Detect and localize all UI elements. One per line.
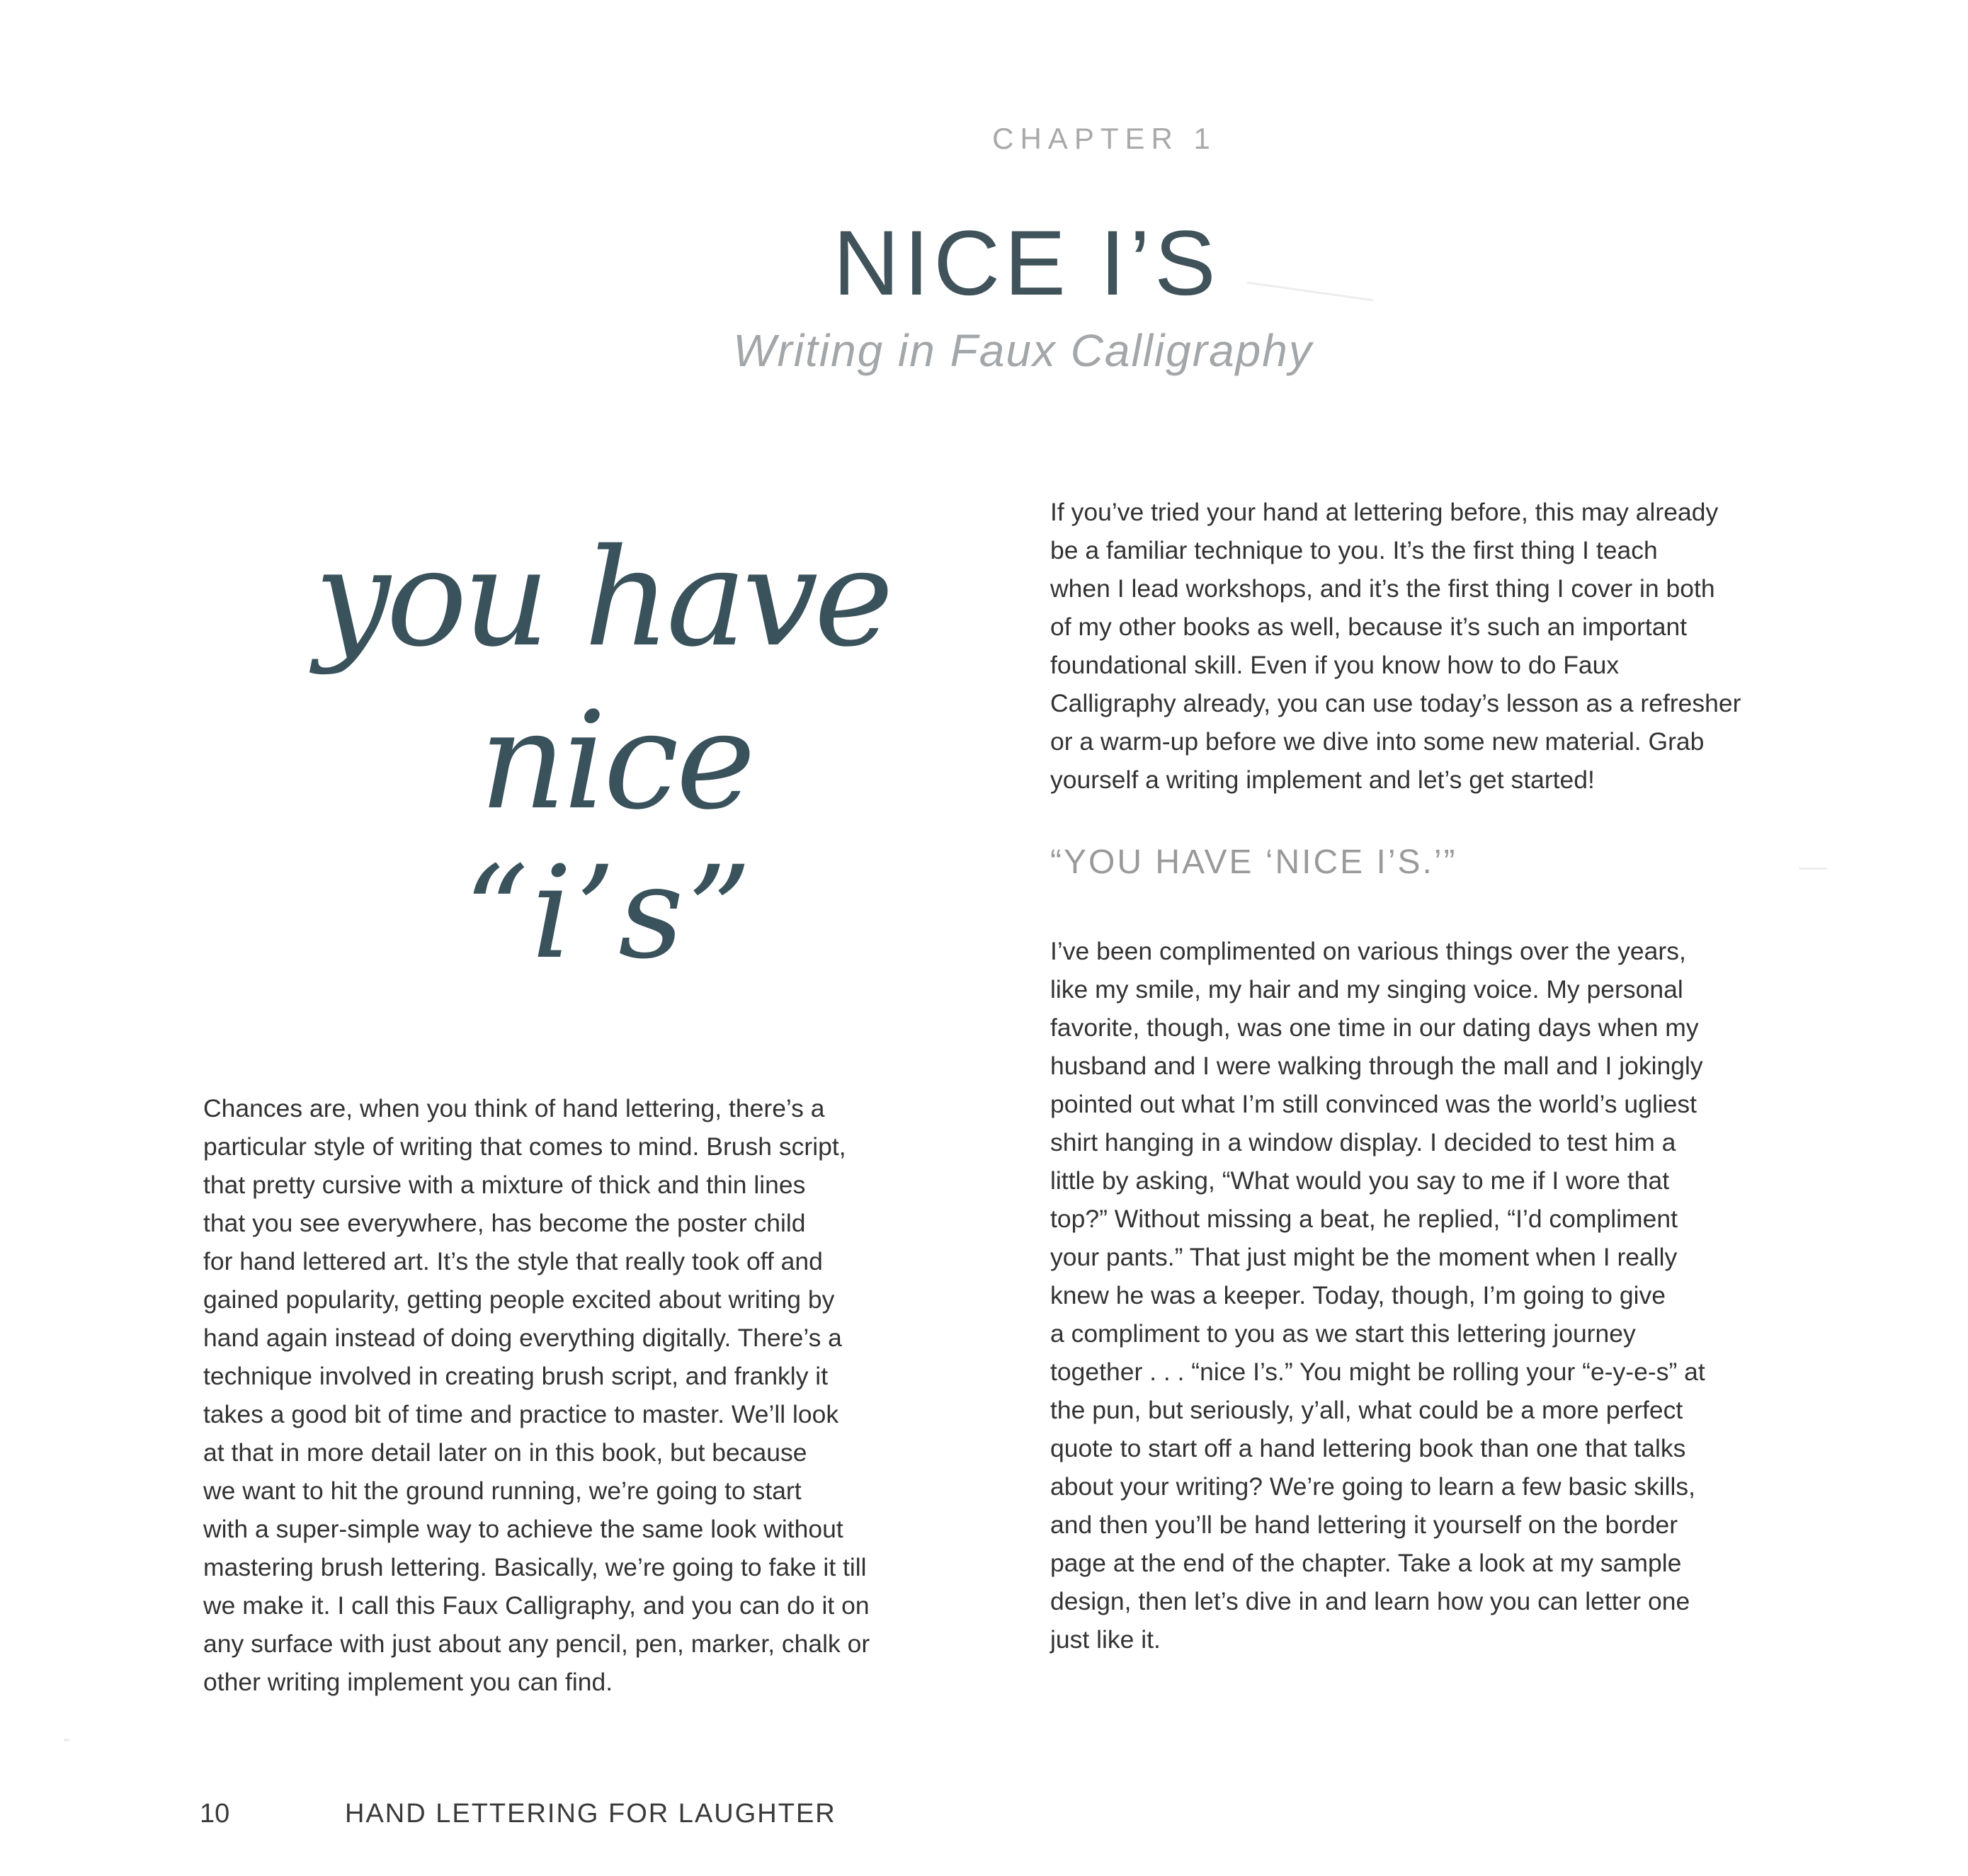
text-line: we want to hit the ground running, we’re going to start [203, 1477, 802, 1505]
text-line: like my smile, my hair and my singing voice. My personal [1050, 975, 1683, 1004]
right-column-section-body [1050, 932, 1865, 1659]
paragraph-intro [203, 1089, 1003, 1701]
text-line: little by asking, “What would you say to me if I wore that [1050, 1166, 1670, 1195]
text-line: with a super-simple way to achieve the same look without [203, 1515, 843, 1543]
text-line: any surface with just about any pencil, pen, marker, chalk or [203, 1630, 870, 1658]
left-column-paragraph [203, 1089, 1003, 1701]
text-line: at that in more detail later on in this book, but because [203, 1438, 807, 1467]
paragraph-intro-right [1050, 493, 1865, 799]
text-line: takes a good bit of time and practice to master. We’ll look [203, 1400, 839, 1428]
text-line: shirt hanging in a window display. I decided to test him a [1050, 1128, 1676, 1156]
text-line: together . . . “nice I’s.” You might be rolling your “e-y-e-s” at [1050, 1358, 1705, 1386]
text-line: mastering brush lettering. Basically, we’re going to fake it till [203, 1553, 867, 1581]
text-line: that pretty cursive with a mixture of thick and thin lines [203, 1171, 806, 1199]
running-footer-title: HAND LETTERING FOR LAUGHTER [345, 1799, 836, 1829]
text-line: just like it. [1050, 1625, 1161, 1654]
text-line: or a warm-up before we dive into some new material. Grab [1050, 727, 1705, 756]
text-line: that you see everywhere, has become the poster child [203, 1209, 806, 1237]
text-line: quote to start off a hand lettering book than one that talks [1050, 1434, 1686, 1462]
chapter-label: CHAPTER 1 [992, 122, 1217, 155]
text-line: other writing implement you can find. [203, 1668, 613, 1696]
text-line: page at the end of the chapter. Take a look at my sample [1050, 1549, 1682, 1577]
text-line: pointed out what I’m still convinced was the world’s ugliest [1050, 1090, 1697, 1118]
text-line: be a familiar technique to you. It’s the first thing I teach [1050, 536, 1658, 564]
text-line: the pun, but seriously, y’all, what could be a more perfect [1050, 1396, 1683, 1424]
chapter-title: NICE I’S [833, 211, 1220, 314]
text-line: If you’ve tried your hand at lettering before, this may already [1050, 498, 1719, 526]
text-line: about your writing? We’re going to learn a few basic skills, [1050, 1472, 1695, 1501]
text-line: Calligraphy already, you can use today’s lesson as a refresher [1050, 689, 1741, 717]
text-line: we make it. I call this Faux Calligraphy, and you can do it on [203, 1591, 870, 1620]
chapter-subtitle: Writing in Faux Calligraphy [733, 325, 1313, 376]
text-line: your pants.” That just might be the moment when I really [1050, 1243, 1678, 1271]
text-line: yourself a writing implement and let’s get started! [1050, 766, 1595, 794]
artwork-line-1: you have [314, 520, 889, 676]
text-line: a compliment to you as we start this lettering journey [1050, 1319, 1636, 1348]
text-line: gained popularity, getting people excited about writing by [203, 1285, 835, 1314]
text-line: knew he was a keeper. Today, though, I’m going to give [1050, 1281, 1666, 1309]
text-line: technique involved in creating brush script, and frankly it [203, 1362, 829, 1390]
section-heading: “YOU HAVE ‘NICE I’S.’” [1050, 843, 1457, 881]
page-number: 10 [200, 1799, 230, 1829]
text-line: design, then let’s dive in and learn how you can letter one [1050, 1587, 1690, 1615]
text-line: top?” Without missing a beat, he replied, “I’d compliment [1050, 1205, 1678, 1233]
text-line: Chances are, when you think of hand lettering, there’s a [203, 1094, 825, 1122]
text-line: of my other books as well, because it’s such an important [1050, 613, 1688, 641]
right-column-intro [1050, 493, 1865, 799]
text-line: particular style of writing that comes to mind. Brush script, [203, 1132, 846, 1161]
artwork-line-2: nice [479, 683, 753, 839]
text-line: when I lead workshops, and it’s the first thing I cover in both [1050, 574, 1715, 603]
scan-artifact [1799, 868, 1827, 870]
text-line: husband and I were walking through the mall and I jokingly [1050, 1052, 1703, 1080]
calligraphy-artwork [269, 517, 935, 1013]
scan-artifact [64, 1739, 69, 1741]
text-line: for hand lettered art. It’s the style that really took off and [203, 1247, 823, 1275]
text-line: favorite, though, was one time in our dating days when my [1050, 1013, 1699, 1042]
paragraph-story [1050, 932, 1865, 1659]
text-line: foundational skill. Even if you know how to do Faux [1050, 651, 1620, 679]
text-line: I’ve been complimented on various things over the years, [1050, 937, 1686, 965]
text-line: hand again instead of doing everything digitally. There’s a [203, 1324, 842, 1352]
artwork-line-3: “i’s” [463, 839, 755, 987]
text-line: and then you’ll be hand lettering it yourself on the border [1050, 1511, 1678, 1539]
